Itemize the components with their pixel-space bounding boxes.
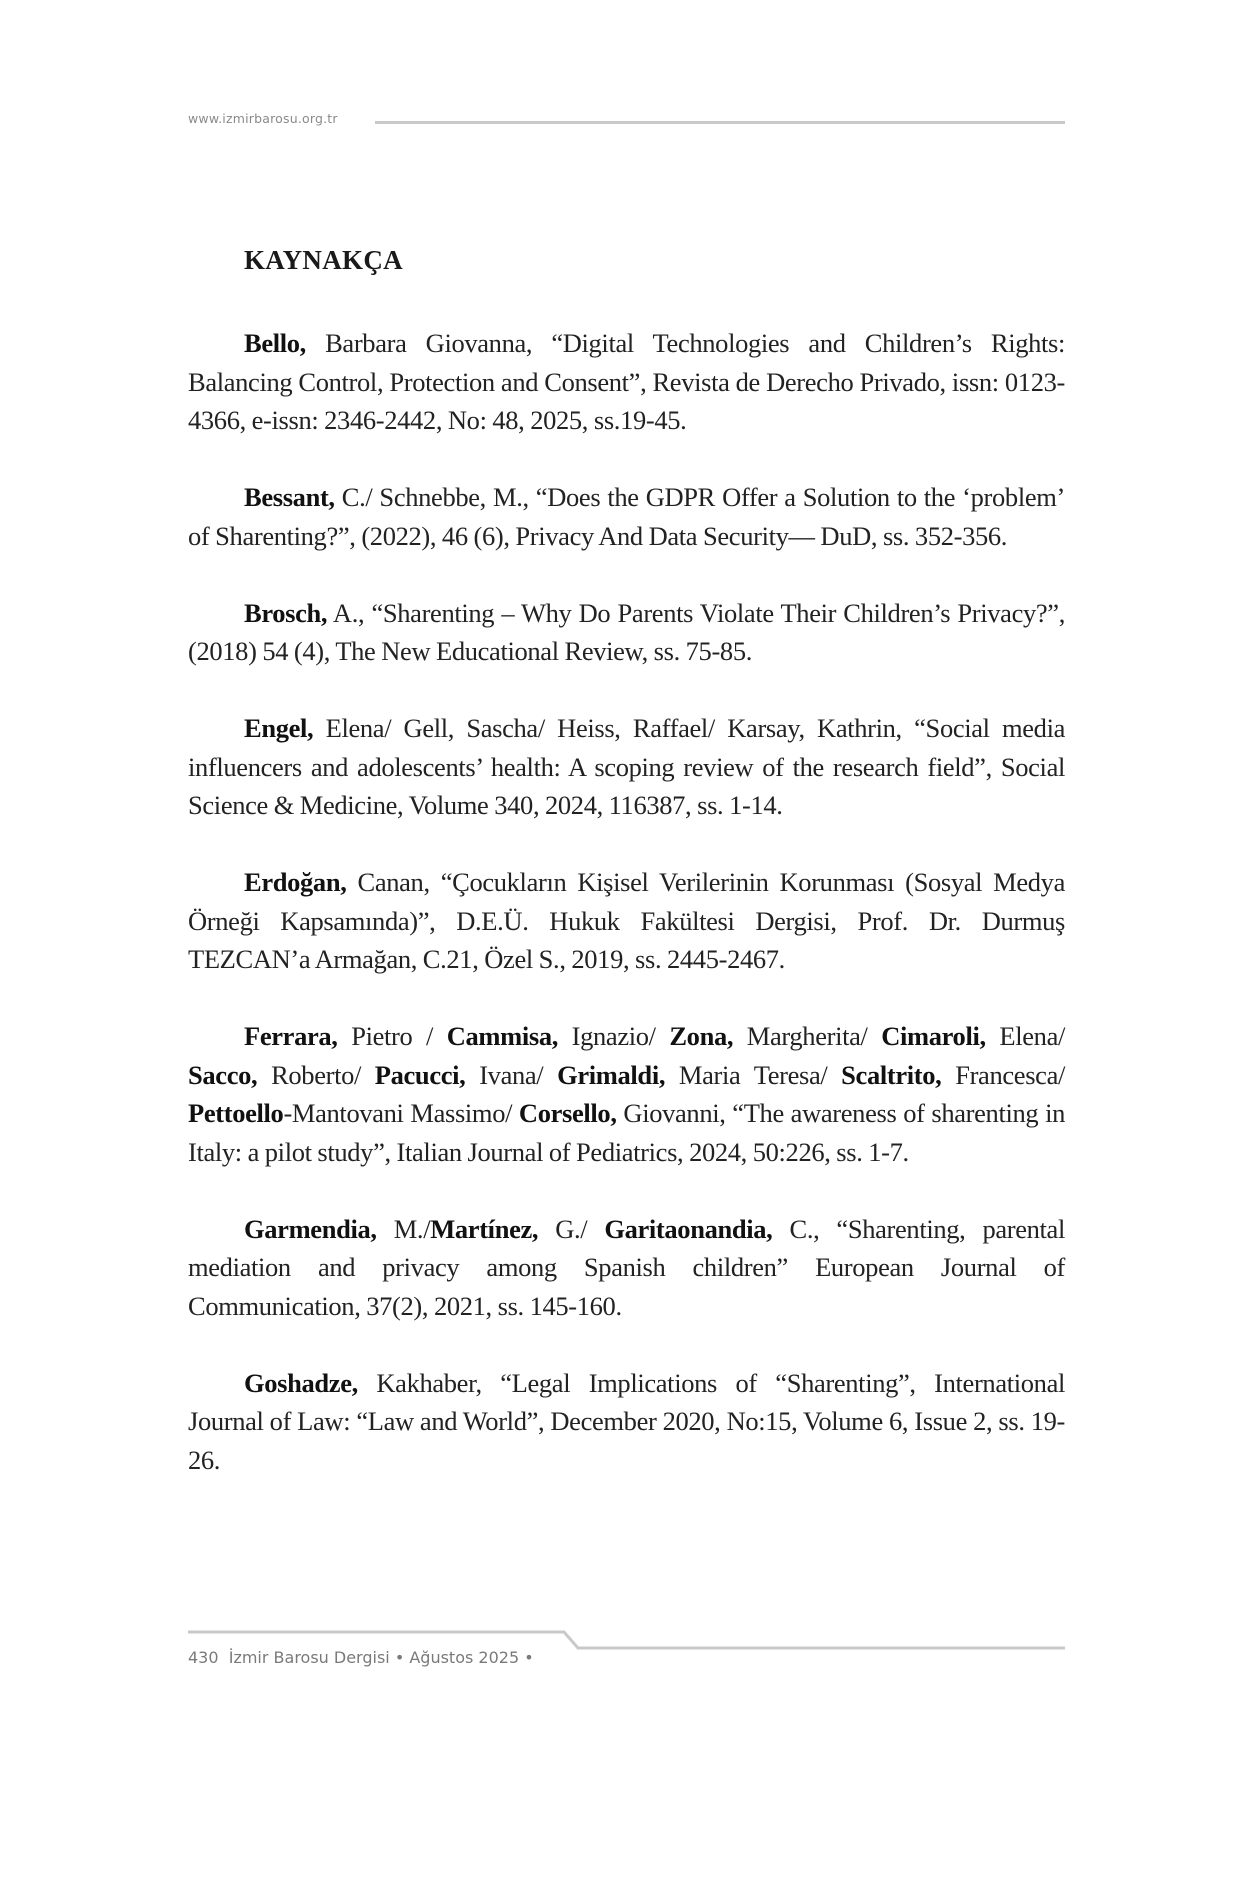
author-name: Bello, xyxy=(244,328,306,358)
reference-text: Francesca/ xyxy=(941,1059,1065,1090)
author-name: Pettoello xyxy=(188,1098,284,1128)
reference-text: Maria Teresa/ xyxy=(665,1059,842,1090)
author-name: Grimaldi, xyxy=(557,1059,666,1090)
reference-entry xyxy=(188,1017,1065,1171)
header-rule xyxy=(375,121,1065,124)
section-title: KAYNAKÇA xyxy=(244,245,403,275)
reference-text: Roberto/ xyxy=(257,1059,375,1090)
author-name: Scaltrito, xyxy=(841,1059,942,1090)
reference-text: Ivana/ xyxy=(465,1059,558,1090)
author-name: Corsello, xyxy=(518,1098,617,1128)
journal-name: İzmir Barosu Dergisi xyxy=(228,1648,390,1667)
author-name: Cimaroli, xyxy=(881,1021,986,1051)
reference-entry xyxy=(188,709,1065,825)
reference-text: Ignazio/ xyxy=(558,1021,670,1051)
reference-text: Margherita/ xyxy=(733,1021,882,1051)
reference-text: Kakhaber, “Legal Implications of “Sharenting”, International Journal of Law: “Law and World”, December 2020, No:15, Volume 6, Issue 2, ss. 19-26. xyxy=(188,1367,1065,1475)
author-name: Pacucci, xyxy=(374,1059,466,1090)
header-url: www.izmirbarosu.org.tr xyxy=(188,111,338,126)
reference-text: Elena/ Gell, Sascha/ Heiss, Raffael/ Karsay, Kathrin, “Social media influencers and adolescents’ health: A scoping review of the research field”, Social Science & Medicine, Volume 340, 2024, 116387, ss. 1-14. xyxy=(188,713,1065,820)
author-name: Zona, xyxy=(669,1021,734,1051)
author-name: Bessant, xyxy=(244,482,335,512)
author-name: Cammisa, xyxy=(446,1021,559,1051)
reference-text: Pietro / xyxy=(337,1021,447,1051)
reference-text: Canan, “Çocukların Kişisel Verilerinin Korunması (Sosyal Medya Örneği Kapsamında)”, D.E.Ü. Hukuk Fakültesi Dergisi, Prof. Dr. Durmuş TEZCAN’a Armağan, C.21, Özel S., 2019, ss. 2445-2467. xyxy=(188,867,1065,974)
reference-list xyxy=(188,324,1065,1518)
reference-text: Elena/ xyxy=(985,1021,1065,1051)
reference-entry xyxy=(188,594,1065,671)
author-name: Garitaonandia, xyxy=(604,1213,773,1244)
reference-entry xyxy=(188,1364,1065,1480)
reference-entry xyxy=(188,478,1065,555)
reference-text: G./ xyxy=(538,1213,605,1244)
issue-date: Ağustos 2025 xyxy=(409,1648,520,1667)
author-name: Martínez, xyxy=(430,1213,539,1244)
page-number: 430 xyxy=(188,1648,219,1667)
footer: 430 İzmir Barosu Dergisi • Ağustos 2025 • xyxy=(188,1648,534,1667)
reference-text: C./ Schnebbe, M., “Does the GDPR Offer a Solution to the ‘problem’ of Sharenting?”, (2022), 46 (6), Privacy And Data Security— DuD, ss. 352-356. xyxy=(188,482,1065,551)
reference-text: Barbara Giovanna, “Digital Technologies and Children’s Rights: Balancing Control, Protection and Consent”, Revista de Derecho Privado, issn: 0123-4366, e-issn: 2346-2442, No: 48, 2025, ss.19-45. xyxy=(188,328,1065,435)
reference-text: C., “Sharenting, parental mediation and privacy among Spanish children” European Journal of Communication, 37(2), 2021, ss. 145-160. xyxy=(188,1213,1065,1321)
reference-text: Giovanni, “The awareness of sharenting in Italy: a pilot study”, Italian Journal of Pediatrics, 2024, 50:226, ss. 1-7. xyxy=(188,1098,1065,1167)
author-name: Garmendia, xyxy=(244,1213,377,1244)
reference-text: A., “Sharenting – Why Do Parents Violate Their Children’s Privacy?”, (2018) 54 (4), The New Educational Review, ss. 75-85. xyxy=(188,597,1065,666)
author-name: Ferrara, xyxy=(244,1021,338,1051)
author-name: Goshadze, xyxy=(244,1367,358,1398)
author-name: Sacco, xyxy=(188,1059,258,1090)
author-name: Engel, xyxy=(244,713,314,743)
reference-entry xyxy=(188,1210,1065,1326)
author-name: Erdoğan, xyxy=(244,867,347,897)
reference-entry xyxy=(188,863,1065,979)
reference-entry xyxy=(188,324,1065,440)
author-name: Brosch, xyxy=(244,597,328,628)
reference-text: -Mantovani Massimo/ xyxy=(283,1098,519,1128)
reference-text: M./ xyxy=(376,1213,431,1244)
